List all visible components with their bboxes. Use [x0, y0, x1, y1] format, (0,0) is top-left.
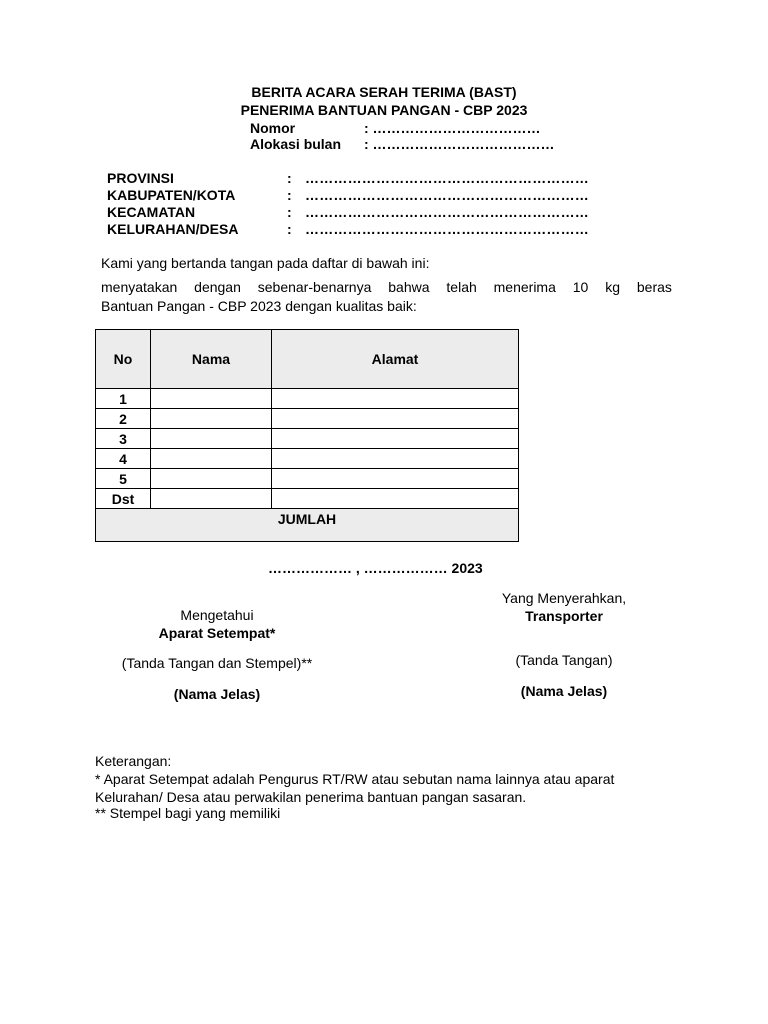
sign-right-heading: Yang Menyerahkan,: [501, 590, 627, 606]
notes-heading: Keterangan:: [95, 753, 172, 769]
intro-word: telah: [446, 279, 477, 295]
intro-word: kg: [605, 279, 621, 295]
row-no: 1: [96, 389, 151, 409]
row-no: 5: [96, 469, 151, 489]
kecamatan-value: ……………………………………………………: [305, 204, 589, 220]
document-title: BERITA ACARA SERAH TERIMA (BAST): [251, 84, 517, 100]
sign-right-role: Transporter: [525, 608, 603, 624]
kabupaten-colon: :: [287, 187, 292, 203]
table-footer-row: [96, 509, 519, 542]
sign-left-mengetahui: Mengetahui: [180, 607, 254, 623]
row-no: 3: [96, 429, 151, 449]
recipients-table: [95, 329, 519, 542]
nomor-label: Nomor: [250, 120, 296, 136]
nomor-value: : ………………………………: [364, 120, 541, 136]
intro-line-3: Bantuan Pangan - CBP 2023 dengan kualitas baik:: [101, 298, 417, 314]
intro-word: bahwa: [388, 279, 430, 295]
provinsi-value: ……………………………………………………: [305, 170, 589, 186]
row-alamat: [272, 449, 519, 469]
row-alamat: [272, 389, 519, 409]
row-alamat: [272, 409, 519, 429]
table-row: [96, 429, 519, 449]
sign-left-role: Aparat Setempat*: [158, 625, 276, 641]
notes-line-1: * Aparat Setempat adalah Pengurus RT/RW atau sebutan nama lainnya atau aparat: [95, 771, 615, 787]
kelurahan-colon: :: [287, 221, 292, 237]
row-nama: [151, 389, 272, 409]
intro-word: menerima: [493, 279, 556, 295]
row-nama: [151, 469, 272, 489]
row-nama: [151, 409, 272, 429]
kelurahan-label: KELURAHAN/DESA: [107, 221, 239, 237]
sign-right-signature: (Tanda Tangan): [515, 652, 613, 668]
row-alamat: [272, 429, 519, 449]
table-row: [96, 449, 519, 469]
row-no: 2: [96, 409, 151, 429]
notes-line-3: ** Stempel bagi yang memiliki: [95, 805, 281, 821]
jumlah-cell: JUMLAH: [96, 509, 519, 542]
table-header-row: [96, 330, 519, 389]
provinsi-colon: :: [287, 170, 292, 186]
alokasi-label: Alokasi bulan: [250, 136, 342, 152]
table-row: [96, 409, 519, 429]
notes-line-2: Kelurahan/ Desa atau perwakilan penerima bantuan pangan sasaran.: [95, 789, 527, 805]
row-no: 4: [96, 449, 151, 469]
kecamatan-label: KECAMATAN: [107, 204, 196, 220]
intro-word: menyatakan: [101, 279, 178, 295]
row-no: Dst: [96, 489, 151, 509]
kabupaten-label: KABUPATEN/KOTA: [107, 187, 236, 203]
row-alamat: [272, 489, 519, 509]
kelurahan-value: ……………………………………………………: [305, 221, 589, 237]
intro-word: dengan: [194, 279, 241, 295]
sign-left-name: (Nama Jelas): [173, 686, 261, 702]
header-alamat: Alamat: [272, 330, 519, 389]
intro-line-2: [101, 279, 672, 295]
intro-word: sebenar-benarnya: [257, 279, 372, 295]
row-nama: [151, 429, 272, 449]
date-line: ……………… , ……………… 2023: [268, 560, 483, 576]
intro-line-1: Kami yang bertanda tangan pada daftar di bawah ini:: [101, 255, 430, 271]
intro-word: 10: [572, 279, 589, 295]
table-row: [96, 469, 519, 489]
header-no: No: [96, 330, 151, 389]
kabupaten-value: ……………………………………………………: [305, 187, 589, 203]
header-nama: Nama: [151, 330, 272, 389]
row-nama: [151, 449, 272, 469]
row-nama: [151, 489, 272, 509]
sign-left-signature: (Tanda Tangan dan Stempel)**: [121, 655, 313, 671]
sign-right-name: (Nama Jelas): [520, 683, 608, 699]
provinsi-label: PROVINSI: [107, 170, 174, 186]
table-row: [96, 389, 519, 409]
alokasi-value: : …………………………………: [364, 136, 555, 152]
table-row: [96, 489, 519, 509]
intro-word: beras: [636, 279, 672, 295]
document-subtitle: PENERIMA BANTUAN PANGAN - CBP 2023: [240, 102, 528, 118]
row-alamat: [272, 469, 519, 489]
kecamatan-colon: :: [287, 204, 292, 220]
